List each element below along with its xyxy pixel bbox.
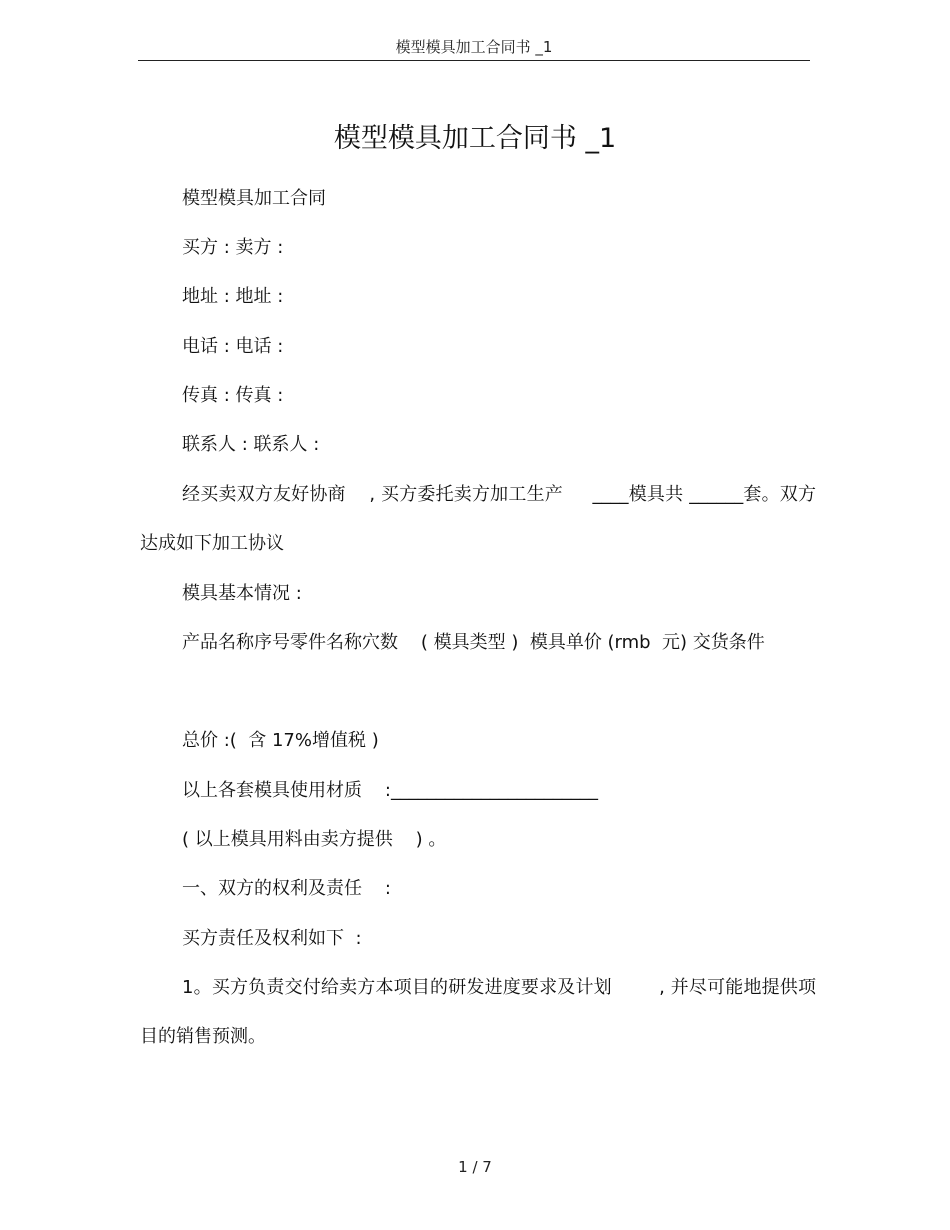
fax-line: 传真 : 传真 : — [182, 385, 284, 406]
contract-subtitle: 模型模具加工合同 — [182, 188, 326, 209]
page-number: 1 / 7 — [458, 1158, 492, 1176]
phone-line: 电话 : 电话 : — [182, 336, 284, 357]
product-table-header: 产品名称序号零件名称穴数 ( 模具类型 ) 模具单价 (rmb 元) 交货条件 — [182, 632, 765, 653]
clause-1: 1。买方负责交付给卖方本项目的研发进度要求及计划 , 并尽可能地提供项目的销售预测。 — [140, 977, 816, 1047]
address-line: 地址 : 地址 : — [182, 286, 284, 307]
agreement-paragraph: 经买卖双方友好协商 , 买方委托卖方加工生产 ____模具共 ______套。双方达成如下加工协议 — [140, 484, 816, 554]
material-line: 以上各套模具使用材质 :_______________________ — [182, 780, 598, 801]
material-supply-note: ( 以上模具用料由卖方提供 ) 。 — [182, 829, 447, 850]
parties-line: 买方 : 卖方 : — [182, 237, 284, 258]
page-header: 模型模具加工合同书 _1 — [138, 36, 810, 61]
document-title: 模型模具加工合同书 _1 — [333, 123, 617, 154]
contact-line: 联系人 : 联系人 : — [182, 434, 320, 455]
mold-info-heading: 模具基本情况 : — [182, 583, 302, 604]
buyer-responsibility-heading: 买方责任及权利如下 : — [182, 928, 362, 949]
total-price-line: 总价 :( 含 17%增值税 ) — [182, 730, 379, 751]
section-heading-rights: 一、双方的权利及责任 : — [182, 878, 391, 899]
